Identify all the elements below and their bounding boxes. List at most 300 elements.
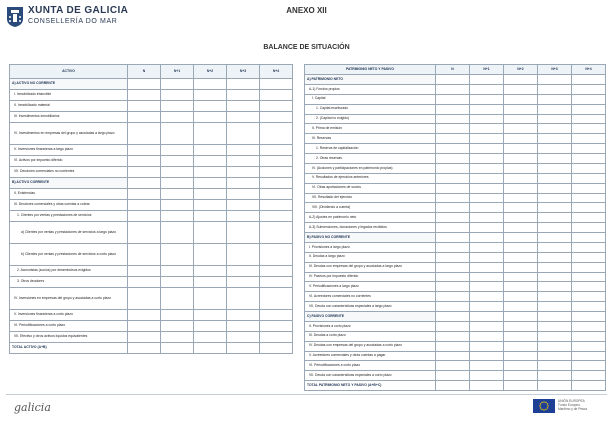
pasivo-value-cell[interactable]: [572, 154, 606, 164]
column-header-n4: N+4: [572, 65, 606, 75]
activo-value-cell[interactable]: [227, 211, 260, 222]
pasivo-value-cell[interactable]: [572, 213, 606, 223]
activo-value-cell[interactable]: [161, 167, 194, 178]
pasivo-value-cell[interactable]: [572, 173, 606, 183]
activo-value-cell[interactable]: [161, 343, 194, 354]
activo-value-cell[interactable]: [161, 189, 194, 200]
pasivo-value-cell[interactable]: [436, 203, 470, 213]
activo-value-cell[interactable]: [128, 244, 161, 266]
pasivo-value-cell[interactable]: [470, 134, 504, 144]
activo-value-cell[interactable]: [128, 112, 161, 123]
activo-row: [10, 156, 293, 167]
activo-value-cell[interactable]: [161, 90, 194, 101]
activo-value-cell[interactable]: [227, 167, 260, 178]
activo-value-cell[interactable]: [128, 189, 161, 200]
activo-value-cell[interactable]: [227, 123, 260, 145]
pasivo-value-cell[interactable]: [470, 282, 504, 292]
pasivo-value-cell[interactable]: [504, 371, 538, 381]
activo-value-cell[interactable]: [227, 277, 260, 288]
pasivo-value-cell[interactable]: [436, 282, 470, 292]
activo-value-cell[interactable]: [194, 167, 227, 178]
pasivo-value-cell[interactable]: [470, 163, 504, 173]
pasivo-value-cell[interactable]: [572, 223, 606, 233]
pasivo-value-cell[interactable]: [538, 262, 572, 272]
activo-value-cell[interactable]: [128, 277, 161, 288]
pasivo-value-cell[interactable]: [504, 154, 538, 164]
pasivo-value-cell[interactable]: [538, 321, 572, 331]
pasivo-value-cell[interactable]: [470, 292, 504, 302]
activo-value-cell[interactable]: [194, 343, 227, 354]
activo-value-cell[interactable]: [227, 244, 260, 266]
pasivo-value-cell[interactable]: [538, 331, 572, 341]
pasivo-value-cell[interactable]: [504, 163, 538, 173]
pasivo-value-cell[interactable]: [470, 302, 504, 312]
activo-value-cell[interactable]: [227, 112, 260, 123]
activo-value-cell[interactable]: [161, 277, 194, 288]
pasivo-value-cell[interactable]: [538, 371, 572, 381]
pasivo-row: [305, 134, 606, 144]
pasivo-value-cell[interactable]: [470, 75, 504, 85]
pasivo-value-cell[interactable]: [470, 84, 504, 94]
pasivo-value-cell[interactable]: [470, 341, 504, 351]
pasivo-row-label: II. Deudas a largo plazo: [305, 252, 436, 262]
pasivo-value-cell[interactable]: [504, 272, 538, 282]
activo-row: [10, 332, 293, 343]
pasivo-value-cell[interactable]: [470, 233, 504, 243]
activo-value-cell[interactable]: [227, 222, 260, 244]
activo-value-cell[interactable]: [194, 178, 227, 189]
pasivo-value-cell[interactable]: [470, 104, 504, 114]
pasivo-value-cell[interactable]: [572, 252, 606, 262]
pasivo-value-cell[interactable]: [504, 75, 538, 85]
pasivo-row-label: VII. Deuda con características especiales a largo plazo: [305, 302, 436, 312]
pasivo-value-cell[interactable]: [470, 94, 504, 104]
pasivo-value-cell[interactable]: [572, 163, 606, 173]
pasivo-value-cell[interactable]: [470, 351, 504, 361]
activo-value-cell[interactable]: [128, 156, 161, 167]
pasivo-value-cell[interactable]: [470, 361, 504, 371]
pasivo-value-cell[interactable]: [572, 233, 606, 243]
activo-value-cell[interactable]: [227, 156, 260, 167]
pasivo-value-cell[interactable]: [538, 144, 572, 154]
pasivo-value-cell[interactable]: [470, 321, 504, 331]
activo-value-cell[interactable]: [227, 266, 260, 277]
pasivo-value-cell[interactable]: [572, 321, 606, 331]
activo-value-cell[interactable]: [260, 167, 293, 178]
pasivo-value-cell[interactable]: [538, 233, 572, 243]
pasivo-value-cell[interactable]: [436, 233, 470, 243]
pasivo-value-cell[interactable]: [572, 312, 606, 322]
activo-value-cell[interactable]: [260, 277, 293, 288]
activo-row: [10, 112, 293, 123]
pasivo-value-cell[interactable]: [572, 292, 606, 302]
activo-value-cell[interactable]: [194, 288, 227, 310]
pasivo-value-cell[interactable]: [504, 84, 538, 94]
activo-value-cell[interactable]: [128, 222, 161, 244]
pasivo-value-cell[interactable]: [538, 312, 572, 322]
pasivo-value-cell[interactable]: [572, 84, 606, 94]
pasivo-value-cell[interactable]: [436, 84, 470, 94]
activo-value-cell[interactable]: [194, 189, 227, 200]
pasivo-value-cell[interactable]: [504, 114, 538, 124]
pasivo-value-cell[interactable]: [470, 154, 504, 164]
pasivo-value-cell[interactable]: [436, 302, 470, 312]
activo-value-cell[interactable]: [194, 101, 227, 112]
pasivo-value-cell[interactable]: [504, 134, 538, 144]
pasivo-value-cell[interactable]: [504, 351, 538, 361]
activo-value-cell[interactable]: [161, 101, 194, 112]
pasivo-value-cell[interactable]: [572, 104, 606, 114]
pasivo-value-cell[interactable]: [572, 262, 606, 272]
pasivo-row: [305, 75, 606, 85]
pasivo-value-cell[interactable]: [504, 173, 538, 183]
activo-value-cell[interactable]: [128, 343, 161, 354]
pasivo-row: [305, 351, 606, 361]
page-title: BALANCE DE SITUACIÓN: [263, 44, 350, 51]
activo-value-cell[interactable]: [260, 178, 293, 189]
activo-value-cell[interactable]: [194, 112, 227, 123]
activo-value-cell[interactable]: [161, 244, 194, 266]
activo-value-cell[interactable]: [128, 90, 161, 101]
activo-value-cell[interactable]: [128, 266, 161, 277]
activo-value-cell[interactable]: [260, 332, 293, 343]
activo-row: [10, 222, 293, 244]
activo-value-cell[interactable]: [260, 145, 293, 156]
pasivo-value-cell[interactable]: [538, 183, 572, 193]
activo-value-cell[interactable]: [194, 156, 227, 167]
pasivo-row: [305, 312, 606, 322]
activo-row: [10, 178, 293, 189]
pasivo-value-cell[interactable]: [436, 114, 470, 124]
pasivo-row-label: A-2) Ajustes en patrimonio neto: [305, 213, 436, 223]
column-header-n3: N+3: [227, 65, 260, 79]
pasivo-value-cell[interactable]: [504, 331, 538, 341]
pasivo-value-cell[interactable]: [538, 213, 572, 223]
activo-value-cell[interactable]: [227, 343, 260, 354]
activo-value-cell[interactable]: [194, 123, 227, 145]
activo-value-cell[interactable]: [260, 123, 293, 145]
pasivo-value-cell[interactable]: [572, 282, 606, 292]
pasivo-value-cell[interactable]: [504, 312, 538, 322]
activo-value-cell[interactable]: [161, 79, 194, 90]
pasivo-value-cell[interactable]: [504, 203, 538, 213]
activo-value-cell[interactable]: [227, 145, 260, 156]
pasivo-row-label: VI. Periodificaciones a corto plazo: [305, 361, 436, 371]
pasivo-value-cell[interactable]: [538, 173, 572, 183]
activo-value-cell[interactable]: [128, 123, 161, 145]
activo-value-cell[interactable]: [161, 123, 194, 145]
activo-value-cell[interactable]: [161, 178, 194, 189]
activo-value-cell[interactable]: [227, 321, 260, 332]
pasivo-value-cell[interactable]: [436, 312, 470, 322]
pasivo-value-cell[interactable]: [436, 371, 470, 381]
activo-row-label: II. Existencias: [10, 189, 128, 200]
pasivo-value-cell[interactable]: [504, 242, 538, 252]
pasivo-value-cell[interactable]: [436, 361, 470, 371]
activo-row-label: 2. Accionistas (socios) por desembolsos exigidos: [10, 266, 128, 277]
pasivo-value-cell[interactable]: [572, 351, 606, 361]
activo-value-cell[interactable]: [260, 310, 293, 321]
pasivo-row-label: 2. Otras reservas: [305, 154, 436, 164]
activo-value-cell[interactable]: [128, 167, 161, 178]
pasivo-value-cell[interactable]: [504, 282, 538, 292]
pasivo-value-cell[interactable]: [538, 361, 572, 371]
pasivo-value-cell[interactable]: [572, 144, 606, 154]
pasivo-value-cell[interactable]: [504, 144, 538, 154]
activo-value-cell[interactable]: [227, 90, 260, 101]
pasivo-value-cell[interactable]: [436, 183, 470, 193]
activo-value-cell[interactable]: [128, 79, 161, 90]
activo-value-cell[interactable]: [161, 112, 194, 123]
activo-value-cell[interactable]: [260, 112, 293, 123]
activo-value-cell[interactable]: [227, 332, 260, 343]
activo-value-cell[interactable]: [128, 211, 161, 222]
pasivo-value-cell[interactable]: [470, 223, 504, 233]
pasivo-value-cell[interactable]: [504, 213, 538, 223]
activo-value-cell[interactable]: [161, 156, 194, 167]
activo-value-cell[interactable]: [161, 332, 194, 343]
pasivo-value-cell[interactable]: [504, 193, 538, 203]
pasivo-value-cell[interactable]: [572, 75, 606, 85]
activo-value-cell[interactable]: [227, 310, 260, 321]
activo-row-label: I. Inmobilizado intanxible: [10, 90, 128, 101]
pasivo-value-cell[interactable]: [572, 134, 606, 144]
pasivo-value-cell[interactable]: [436, 252, 470, 262]
activo-value-cell[interactable]: [194, 145, 227, 156]
activo-value-cell[interactable]: [260, 244, 293, 266]
pasivo-value-cell[interactable]: [538, 351, 572, 361]
pasivo-row-label: IV. Pasivos por impuesto diferido: [305, 272, 436, 282]
activo-value-cell[interactable]: [260, 101, 293, 112]
activo-value-cell[interactable]: [227, 189, 260, 200]
activo-value-cell[interactable]: [161, 211, 194, 222]
pasivo-value-cell[interactable]: [436, 381, 470, 391]
pasivo-row-label: I. Provisiones a largo plazo: [305, 242, 436, 252]
activo-row: [10, 189, 293, 200]
pasivo-value-cell[interactable]: [538, 203, 572, 213]
pasivo-value-cell[interactable]: [470, 381, 504, 391]
activo-value-cell[interactable]: [128, 288, 161, 310]
pasivo-row-label: TOTAL PATRIMONIO NETO Y PASIVO (A+B+C): [305, 381, 436, 391]
pasivo-value-cell[interactable]: [436, 262, 470, 272]
pasivo-value-cell[interactable]: [504, 292, 538, 302]
pasivo-value-cell[interactable]: [436, 144, 470, 154]
pasivo-value-cell[interactable]: [538, 193, 572, 203]
pasivo-value-cell[interactable]: [436, 104, 470, 114]
activo-value-cell[interactable]: [194, 277, 227, 288]
activo-value-cell[interactable]: [128, 332, 161, 343]
pasivo-value-cell[interactable]: [538, 292, 572, 302]
pasivo-value-cell[interactable]: [470, 124, 504, 134]
activo-value-cell[interactable]: [128, 101, 161, 112]
pasivo-value-cell[interactable]: [572, 183, 606, 193]
pasivo-value-cell[interactable]: [538, 341, 572, 351]
pasivo-value-cell[interactable]: [572, 94, 606, 104]
pasivo-value-cell[interactable]: [572, 124, 606, 134]
pasivo-value-cell[interactable]: [538, 154, 572, 164]
column-header-n: N: [128, 65, 161, 79]
activo-value-cell[interactable]: [260, 222, 293, 244]
pasivo-value-cell[interactable]: [538, 242, 572, 252]
pasivo-value-cell[interactable]: [538, 252, 572, 262]
activo-value-cell[interactable]: [128, 310, 161, 321]
activo-value-cell[interactable]: [227, 200, 260, 211]
pasivo-value-cell[interactable]: [504, 321, 538, 331]
activo-value-cell[interactable]: [161, 288, 194, 310]
pasivo-row-label: 1. Capital escriturado: [305, 104, 436, 114]
pasivo-value-cell[interactable]: [572, 302, 606, 312]
activo-value-cell[interactable]: [227, 101, 260, 112]
pasivo-value-cell[interactable]: [436, 163, 470, 173]
activo-value-cell[interactable]: [161, 310, 194, 321]
activo-value-cell[interactable]: [194, 266, 227, 277]
activo-value-cell[interactable]: [194, 200, 227, 211]
pasivo-value-cell[interactable]: [470, 173, 504, 183]
pasivo-value-cell[interactable]: [504, 262, 538, 272]
pasivo-value-cell[interactable]: [470, 272, 504, 282]
activo-value-cell[interactable]: [260, 211, 293, 222]
pasivo-value-cell[interactable]: [436, 94, 470, 104]
pasivo-value-cell[interactable]: [572, 193, 606, 203]
activo-value-cell[interactable]: [161, 222, 194, 244]
pasivo-value-cell[interactable]: [470, 252, 504, 262]
pasivo-value-cell[interactable]: [538, 75, 572, 85]
activo-value-cell[interactable]: [194, 222, 227, 244]
activo-value-cell[interactable]: [161, 200, 194, 211]
activo-value-cell[interactable]: [260, 189, 293, 200]
patrimonio-header-row: [305, 65, 606, 75]
pasivo-value-cell[interactable]: [436, 331, 470, 341]
pasivo-value-cell[interactable]: [572, 114, 606, 124]
activo-value-cell[interactable]: [260, 321, 293, 332]
activo-value-cell[interactable]: [260, 90, 293, 101]
pasivo-value-cell[interactable]: [572, 371, 606, 381]
activo-value-cell[interactable]: [128, 145, 161, 156]
pasivo-value-cell[interactable]: [538, 302, 572, 312]
pasivo-value-cell[interactable]: [470, 213, 504, 223]
pasivo-value-cell[interactable]: [436, 321, 470, 331]
pasivo-value-cell[interactable]: [572, 381, 606, 391]
activo-value-cell[interactable]: [194, 90, 227, 101]
pasivo-value-cell[interactable]: [572, 203, 606, 213]
pasivo-value-cell[interactable]: [538, 84, 572, 94]
pasivo-value-cell[interactable]: [538, 124, 572, 134]
activo-value-cell[interactable]: [161, 145, 194, 156]
activo-value-cell[interactable]: [194, 211, 227, 222]
pasivo-value-cell[interactable]: [436, 292, 470, 302]
activo-value-cell[interactable]: [194, 79, 227, 90]
activo-table: [9, 64, 293, 354]
pasivo-value-cell[interactable]: [470, 371, 504, 381]
pasivo-value-cell[interactable]: [572, 341, 606, 351]
pasivo-value-cell[interactable]: [436, 75, 470, 85]
pasivo-value-cell[interactable]: [504, 104, 538, 114]
pasivo-value-cell[interactable]: [504, 252, 538, 262]
pasivo-value-cell[interactable]: [504, 381, 538, 391]
activo-value-cell[interactable]: [194, 244, 227, 266]
pasivo-row-label: VI. Otras aportaciones de socios: [305, 183, 436, 193]
pasivo-value-cell[interactable]: [436, 213, 470, 223]
activo-value-cell[interactable]: [128, 200, 161, 211]
pasivo-value-cell[interactable]: [504, 94, 538, 104]
pasivo-value-cell[interactable]: [436, 272, 470, 282]
pasivo-value-cell[interactable]: [504, 233, 538, 243]
department-name: CONSELLERÍA DO MAR: [28, 18, 118, 25]
pasivo-value-cell[interactable]: [436, 154, 470, 164]
pasivo-value-cell[interactable]: [470, 242, 504, 252]
pasivo-value-cell[interactable]: [538, 114, 572, 124]
activo-value-cell[interactable]: [260, 343, 293, 354]
pasivo-value-cell[interactable]: [504, 223, 538, 233]
pasivo-value-cell[interactable]: [470, 183, 504, 193]
pasivo-row: [305, 94, 606, 104]
pasivo-row: [305, 341, 606, 351]
pasivo-value-cell[interactable]: [436, 341, 470, 351]
pasivo-value-cell[interactable]: [572, 272, 606, 282]
pasivo-value-cell[interactable]: [504, 183, 538, 193]
activo-value-cell[interactable]: [128, 321, 161, 332]
pasivo-value-cell[interactable]: [436, 223, 470, 233]
pasivo-value-cell[interactable]: [504, 124, 538, 134]
column-header-n2: N+2: [504, 65, 538, 75]
pasivo-value-cell[interactable]: [572, 361, 606, 371]
pasivo-value-cell[interactable]: [436, 193, 470, 203]
activo-value-cell[interactable]: [161, 321, 194, 332]
pasivo-value-cell[interactable]: [436, 242, 470, 252]
pasivo-value-cell[interactable]: [572, 331, 606, 341]
pasivo-row: [305, 331, 606, 341]
activo-value-cell[interactable]: [161, 266, 194, 277]
pasivo-value-cell[interactable]: [538, 282, 572, 292]
pasivo-value-cell[interactable]: [538, 272, 572, 282]
activo-value-cell[interactable]: [227, 288, 260, 310]
activo-value-cell[interactable]: [128, 178, 161, 189]
pasivo-value-cell[interactable]: [470, 203, 504, 213]
activo-value-cell[interactable]: [260, 156, 293, 167]
pasivo-value-cell[interactable]: [538, 381, 572, 391]
activo-value-cell[interactable]: [194, 321, 227, 332]
pasivo-value-cell[interactable]: [538, 104, 572, 114]
pasivo-value-cell[interactable]: [572, 242, 606, 252]
pasivo-value-cell[interactable]: [504, 341, 538, 351]
pasivo-value-cell[interactable]: [470, 312, 504, 322]
activo-value-cell[interactable]: [194, 310, 227, 321]
pasivo-value-cell[interactable]: [470, 262, 504, 272]
activo-value-cell[interactable]: [260, 79, 293, 90]
activo-value-cell[interactable]: [194, 332, 227, 343]
pasivo-value-cell[interactable]: [470, 114, 504, 124]
pasivo-value-cell[interactable]: [538, 134, 572, 144]
activo-value-cell[interactable]: [227, 79, 260, 90]
pasivo-row-label: VII. Deuda con características especiales a corto plazo: [305, 371, 436, 381]
pasivo-value-cell[interactable]: [538, 94, 572, 104]
pasivo-value-cell[interactable]: [436, 124, 470, 134]
pasivo-value-cell[interactable]: [470, 331, 504, 341]
activo-value-cell[interactable]: [260, 288, 293, 310]
pasivo-value-cell[interactable]: [470, 193, 504, 203]
pasivo-value-cell[interactable]: [504, 302, 538, 312]
pasivo-value-cell[interactable]: [436, 134, 470, 144]
pasivo-value-cell[interactable]: [538, 223, 572, 233]
activo-value-cell[interactable]: [260, 200, 293, 211]
pasivo-value-cell[interactable]: [436, 351, 470, 361]
activo-value-cell[interactable]: [260, 266, 293, 277]
pasivo-value-cell[interactable]: [538, 163, 572, 173]
pasivo-value-cell[interactable]: [504, 361, 538, 371]
pasivo-value-cell[interactable]: [470, 144, 504, 154]
activo-value-cell[interactable]: [227, 178, 260, 189]
pasivo-value-cell[interactable]: [436, 173, 470, 183]
